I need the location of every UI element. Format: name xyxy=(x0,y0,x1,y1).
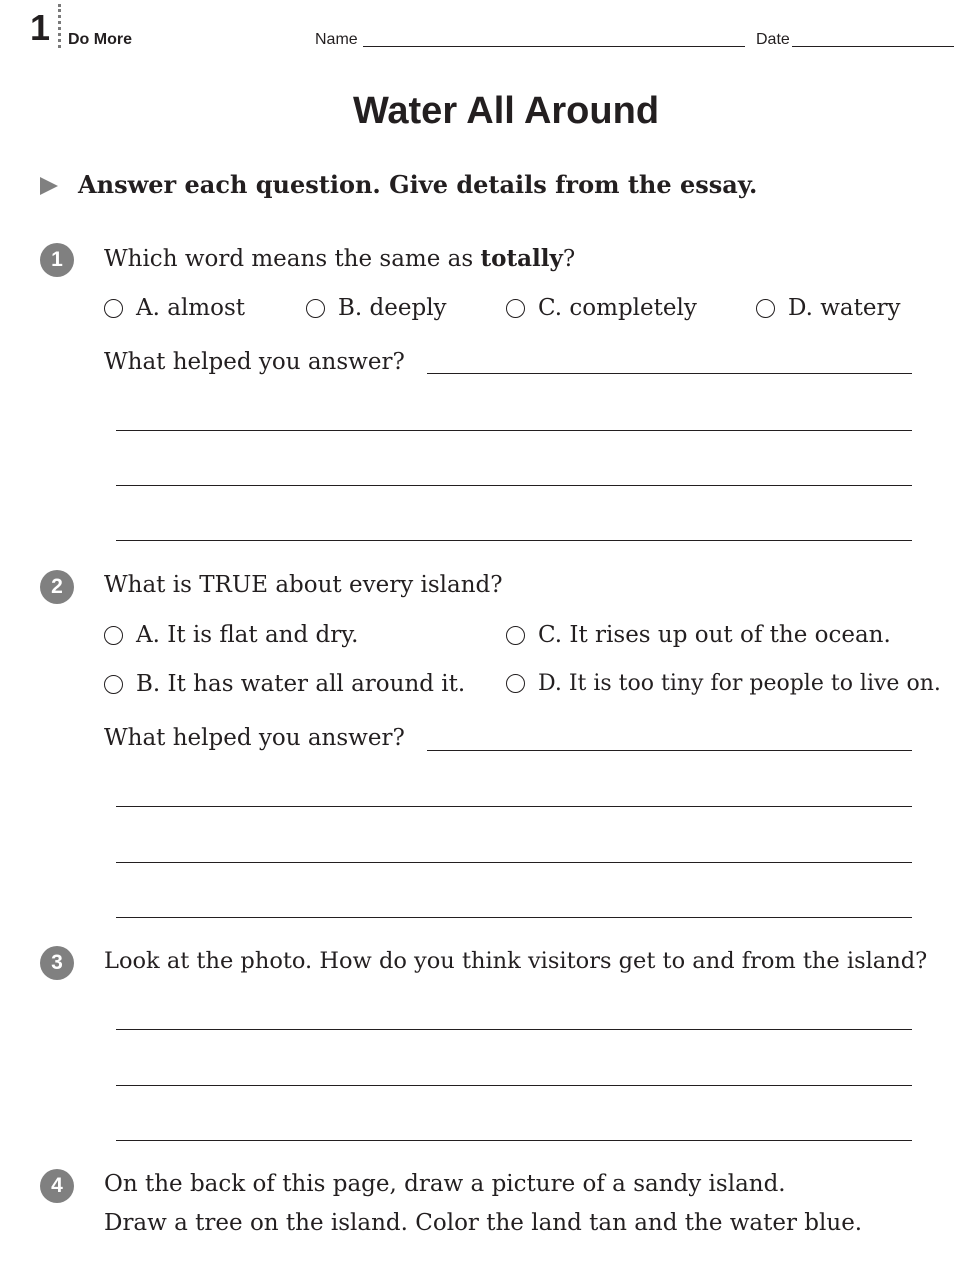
question-2-option-c[interactable] xyxy=(506,622,891,648)
question-3-answer-line[interactable] xyxy=(116,1140,912,1141)
radio-circle-icon[interactable] xyxy=(506,674,525,693)
option-label: A. almost xyxy=(136,295,246,321)
question-1-option-b[interactable] xyxy=(306,295,447,321)
radio-circle-icon[interactable] xyxy=(506,626,525,645)
question-1-option-c[interactable] xyxy=(506,295,697,321)
option-label: C. completely xyxy=(538,295,697,321)
question-4-number: 4 xyxy=(40,1169,74,1203)
question-1-answer-line[interactable] xyxy=(427,373,912,374)
question-3-number: 3 xyxy=(40,946,74,980)
question-1-text-end: ? xyxy=(562,246,576,272)
section-label: Do More xyxy=(68,31,132,48)
question-2-option-a[interactable] xyxy=(104,622,358,648)
question-2-answer-line[interactable] xyxy=(116,917,912,918)
question-2-answer-line[interactable] xyxy=(116,862,912,863)
name-label: Name xyxy=(315,31,358,48)
question-4-line-1: On the back of this page, draw a picture of a sandy island. xyxy=(104,1171,786,1197)
question-1-answer-line[interactable] xyxy=(116,430,912,431)
question-2-answer-line[interactable] xyxy=(116,806,912,807)
header-divider xyxy=(58,4,61,48)
option-label: B. It has water all around it. xyxy=(136,671,466,697)
question-4-line-2: Draw a tree on the island. Color the land tan and the water blue. xyxy=(104,1210,863,1236)
question-1-option-d[interactable] xyxy=(756,295,900,321)
question-2-number: 2 xyxy=(40,570,74,604)
question-1-text xyxy=(104,245,575,272)
question-2-option-d[interactable] xyxy=(506,671,941,696)
question-2-option-b[interactable] xyxy=(104,671,465,697)
option-label: D. watery xyxy=(788,295,901,321)
radio-circle-icon[interactable] xyxy=(306,299,325,318)
page-title: Water All Around xyxy=(352,90,660,132)
name-field[interactable] xyxy=(363,46,745,47)
question-1-option-a[interactable] xyxy=(104,295,245,321)
question-1-help-label: What helped you answer? xyxy=(104,349,405,375)
question-2-help-label: What helped you answer? xyxy=(104,725,405,751)
question-1-answer-line[interactable] xyxy=(116,540,912,541)
question-2-answer-line[interactable] xyxy=(427,750,912,751)
radio-circle-icon[interactable] xyxy=(104,675,123,694)
option-label: D. It is too tiny for people to live on. xyxy=(538,671,941,696)
question-1-number: 1 xyxy=(40,243,74,277)
option-label: C. It rises up out of the ocean. xyxy=(538,622,891,648)
question-1-keyword: totally xyxy=(480,245,563,272)
question-3-answer-line[interactable] xyxy=(116,1029,912,1030)
radio-circle-icon[interactable] xyxy=(104,299,123,318)
question-2-text: What is TRUE about every island? xyxy=(104,572,503,598)
option-label: A. It is flat and dry. xyxy=(136,622,359,648)
radio-circle-icon[interactable] xyxy=(104,626,123,645)
date-field[interactable] xyxy=(792,46,954,47)
instructions: Answer each question. Give details from the essay. xyxy=(78,170,758,199)
radio-circle-icon[interactable] xyxy=(506,299,525,318)
triangle-right-icon xyxy=(40,177,58,195)
question-1-text-start: Which word means the same as xyxy=(104,246,481,272)
radio-circle-icon[interactable] xyxy=(756,299,775,318)
date-label: Date xyxy=(756,31,790,48)
unit-number: 1 xyxy=(30,7,51,48)
option-label: B. deeply xyxy=(338,295,447,321)
question-3-text: Look at the photo. How do you think visitors get to and from the island? xyxy=(104,948,928,974)
question-1-answer-line[interactable] xyxy=(116,485,912,486)
question-3-answer-line[interactable] xyxy=(116,1085,912,1086)
